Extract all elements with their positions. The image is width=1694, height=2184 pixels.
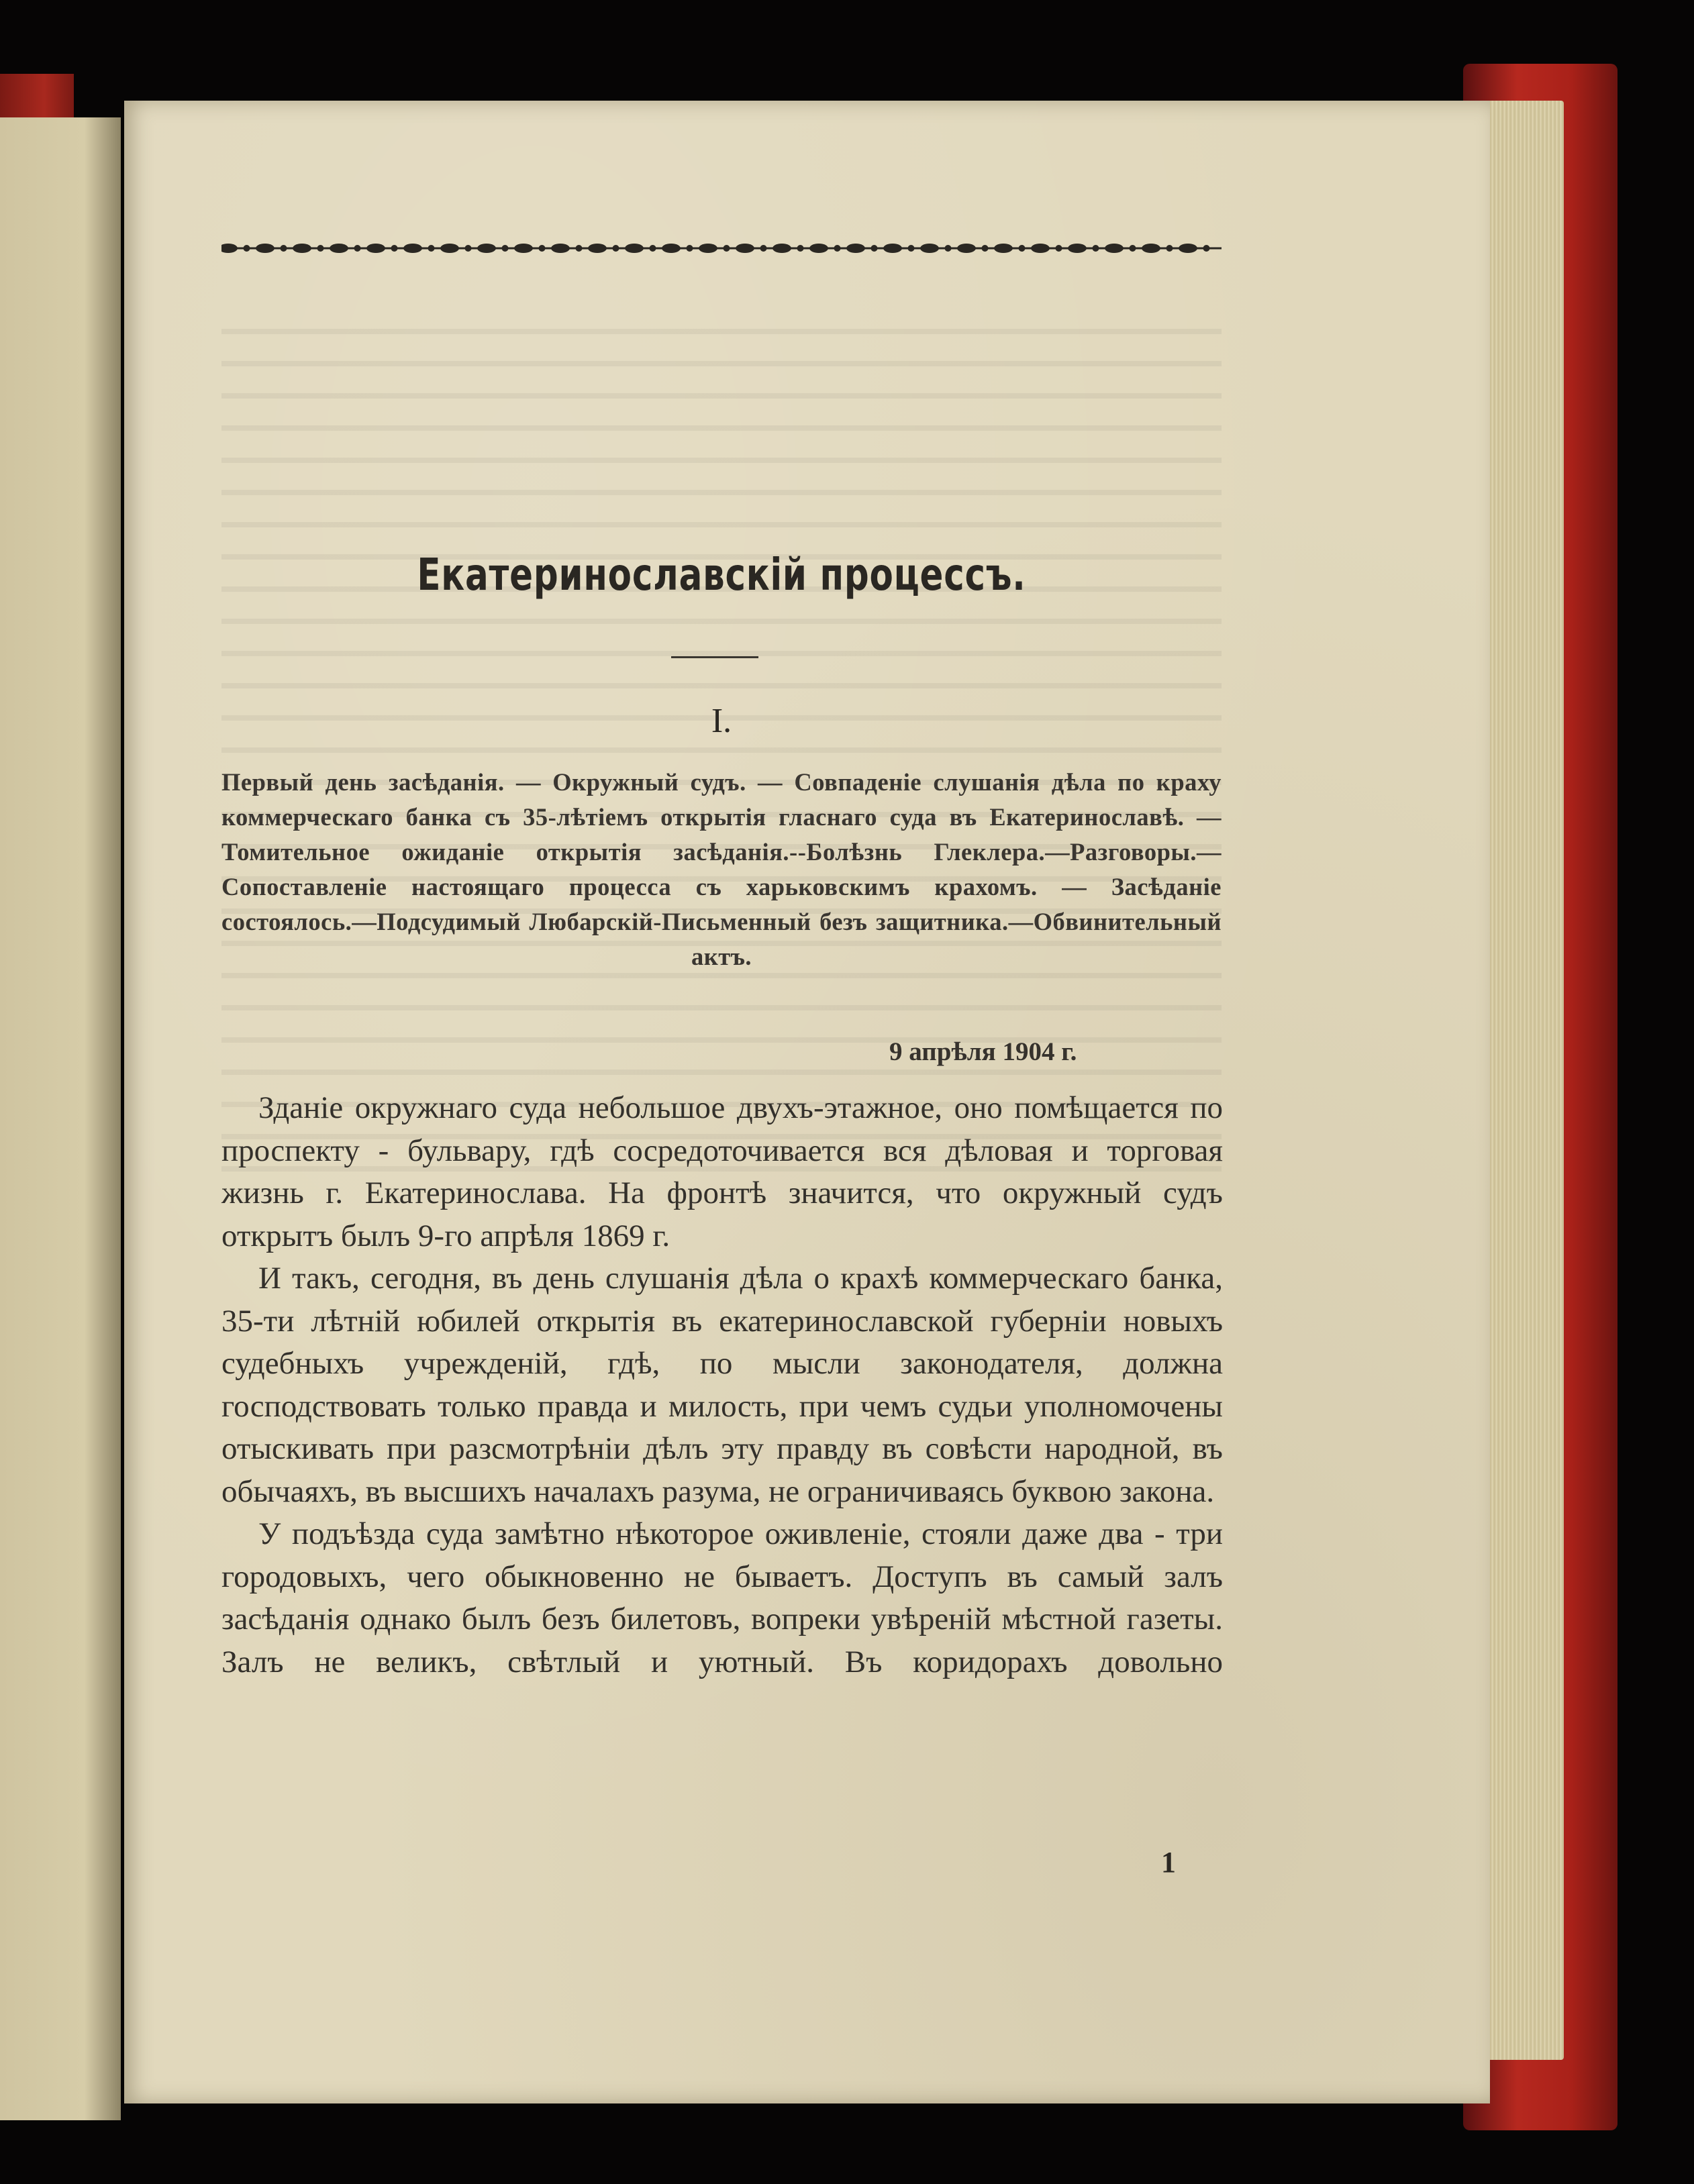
ornament-bead	[1179, 244, 1197, 253]
ornament-bead	[221, 244, 238, 253]
ornament-dot	[1130, 245, 1136, 252]
chapter-summary: Первый день засѣданія. — Окружный судъ. — Совпаденіе слушанія дѣла по краху коммерческаго банка съ 35-лѣтіемъ открытія гласнаго суда въ Екатеринославѣ. — Томительное ожиданіе открытія засѣданія.--Болѣзнь Глеклера.—Разговоры.—Сопоставленіе настоящаго процесса съ харьковскимъ крахомъ. — Засѣданіе состоялось.—Подсудимый Любарскій-Письменный безъ защитника.—Обвинительный актъ.	[221, 768, 1222, 970]
ornament-dot	[724, 245, 730, 252]
ornament-dot	[281, 245, 287, 252]
ornament-dot	[687, 245, 693, 252]
ornament-dot	[244, 245, 250, 252]
ornament-dot	[871, 245, 878, 252]
ornament-bead	[588, 244, 607, 253]
ornamental-rule	[221, 240, 1222, 256]
ornament-bead	[1068, 244, 1087, 253]
ornament-bead	[440, 244, 459, 253]
ornament-bead	[1142, 244, 1160, 253]
body-text	[221, 1087, 1223, 1683]
ornament-bead	[366, 244, 385, 253]
ornament-bead	[1105, 244, 1124, 253]
ornament-dot	[1056, 245, 1062, 252]
page-title: Екатеринославскій процессъ.	[417, 549, 1026, 601]
book-page	[124, 101, 1490, 2103]
ornament-bead	[662, 244, 681, 253]
ornament-bead	[477, 244, 496, 253]
ornament-dot	[1093, 245, 1099, 252]
ornament-bead	[699, 244, 717, 253]
ornament-dot	[1166, 245, 1173, 252]
facing-page-edge	[0, 117, 121, 2120]
ornament-bead	[330, 244, 348, 253]
ornament-bead	[1031, 244, 1050, 253]
ornament-dot	[945, 245, 952, 252]
paragraph: И такъ, сегодня, въ день слушанія дѣла о крахѣ коммерческаго банка, 35-ти лѣтній юбилей открытія въ екатеринославской губерніи новыхъ судебныхъ учрежденій, гдѣ, по мысли законодателя, должна господствовать только правда и милость, при чемъ судьи уполномочены отыскивать при разсмотрѣніи дѣлъ эту правду въ совѣсти народной, въ обычаяхъ, въ высшихъ началахъ разума, не ограничиваясь буквою закона.	[221, 1261, 1223, 1509]
ornament-bead	[809, 244, 828, 253]
ornament-dot	[797, 245, 804, 252]
ornament-dot	[650, 245, 656, 252]
ornament-dot	[391, 245, 398, 252]
ornament-dot	[428, 245, 435, 252]
ornament-bead	[403, 244, 422, 253]
ornament-bead	[736, 244, 754, 253]
ornament-dot	[317, 245, 324, 252]
ornament-dot	[613, 245, 619, 252]
page-number: 1	[1161, 1846, 1176, 1879]
ornament-dot	[576, 245, 583, 252]
ornament-bead	[293, 244, 311, 253]
ornament-bead	[514, 244, 533, 253]
section-number: I.	[711, 702, 732, 740]
paragraph: Зданіе окружнаго суда небольшое двухъ-этажное, оно помѣщается по проспекту - бульвару, гдѣ сосредоточивается вся дѣловая и торговая жизнь г. Екатеринослава. На фронтѣ значится, что окружный судъ открытъ былъ 9-го апрѣля 1869 г.	[221, 1090, 1223, 1253]
ornament-bead	[773, 244, 791, 253]
ornament-dot	[354, 245, 361, 252]
ornament-bead	[920, 244, 939, 253]
ornament-bead	[256, 244, 275, 253]
ornament-bead	[994, 244, 1013, 253]
ornament-bead	[957, 244, 976, 253]
ornament-bead	[883, 244, 902, 253]
ornament-dot	[760, 245, 767, 252]
ornament-dot	[502, 245, 509, 252]
paragraph: У подъѣзда суда замѣтно нѣкоторое оживленіе, стояли даже два - три городовыхъ, чего обыкновенно не бываетъ. Доступъ въ самый залъ засѣданія однако былъ безъ билетовъ, вопреки увѣреній мѣстной газеты. Залъ не великъ, свѣтлый и уютный. Въ коридорахъ довольно	[221, 1516, 1223, 1679]
ornament-dot	[539, 245, 546, 252]
ornament-bead	[625, 244, 644, 253]
ornament-dot	[465, 245, 472, 252]
ornament-dot	[982, 245, 989, 252]
ornament-dot	[1019, 245, 1026, 252]
ornament-dot	[908, 245, 915, 252]
date-line: 9 апрѣля 1904 г.	[889, 1037, 1077, 1066]
ornament-dot	[834, 245, 841, 252]
ornament-bead	[846, 244, 865, 253]
ornament-dot	[1203, 245, 1210, 252]
ornament-bead	[551, 244, 570, 253]
title-divider	[671, 656, 758, 658]
